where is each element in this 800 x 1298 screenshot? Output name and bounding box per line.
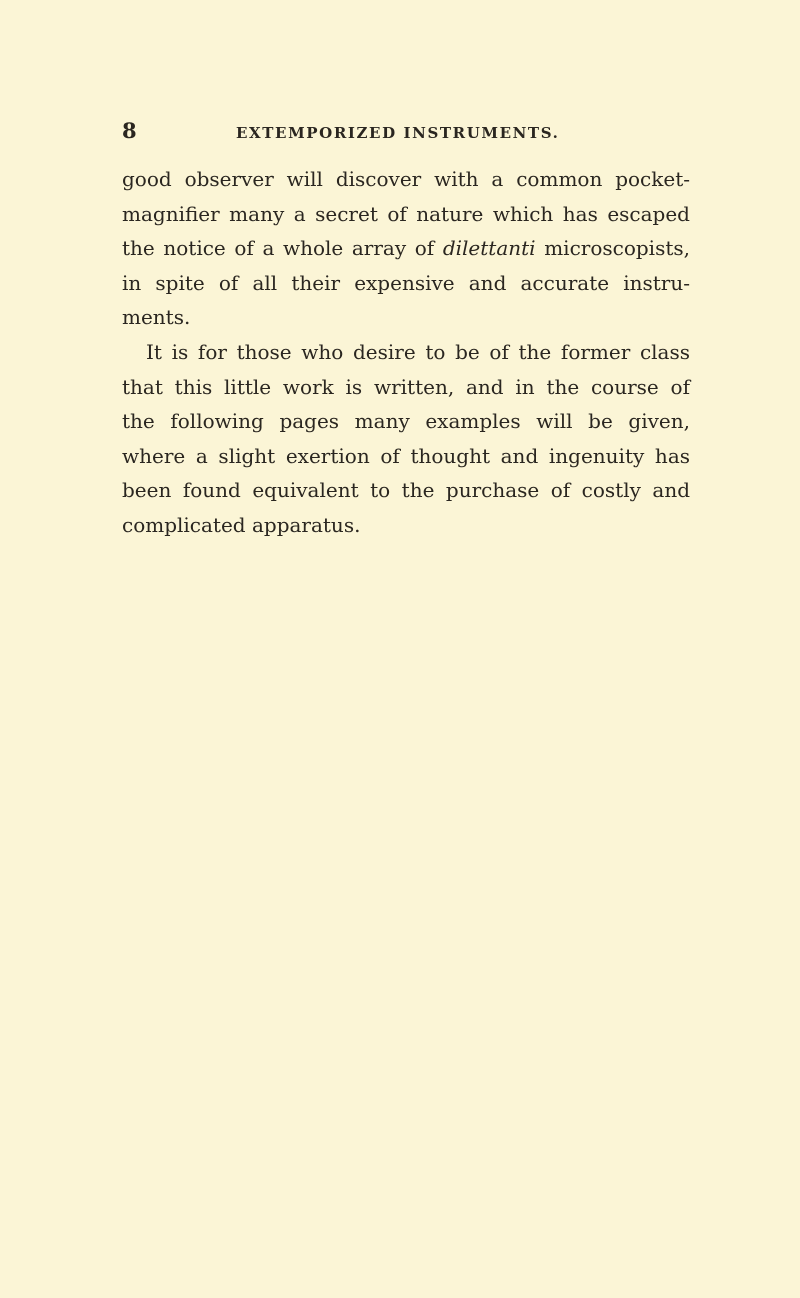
text-run: the notice of a whole array of	[122, 236, 435, 261]
italic-term: dilettanti	[442, 236, 536, 261]
text-line: ments.	[122, 305, 191, 330]
paragraph-2	[122, 335, 690, 543]
text-line: magnifier many a secret of nature which has escaped	[122, 201, 690, 226]
paragraph-1	[122, 162, 690, 335]
text-line: good observer will discover with a common pocket-	[122, 167, 690, 191]
text-line: It is for those who desire to be of the former class	[146, 339, 690, 364]
text-line	[122, 231, 690, 266]
text-run: microscopists,	[544, 236, 690, 261]
text-line: in spite of all their expensive and accurate instru-	[122, 270, 690, 295]
page-number: 8	[122, 118, 137, 143]
text-line: complicated apparatus.	[122, 512, 361, 537]
text-line: where a slight exertion of thought and ingenuity has	[122, 443, 690, 468]
running-title: EXTEMPORIZED INSTRUMENTS.	[236, 124, 560, 142]
text-line: the following pages many examples will be given,	[122, 409, 690, 434]
text-line: that this little work is written, and in the course of	[122, 374, 690, 399]
running-head	[0, 118, 800, 144]
body-text	[122, 162, 690, 543]
text-line: been found equivalent to the purchase of costly and	[122, 478, 690, 503]
